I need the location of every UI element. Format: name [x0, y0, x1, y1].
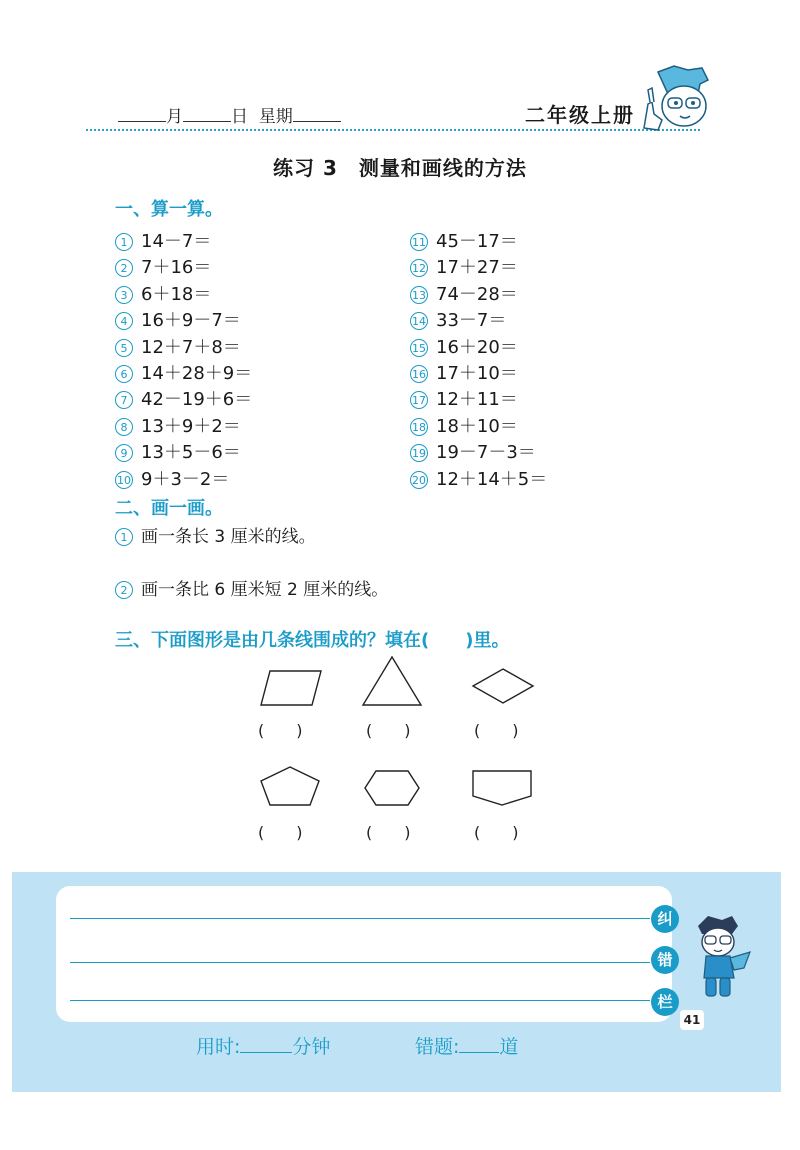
errors-label: 错题:	[415, 1036, 460, 1058]
problem-number-icon: 17	[410, 391, 428, 409]
problem-number-icon: 3	[115, 286, 133, 304]
arithmetic-problem	[115, 280, 211, 306]
correction-char-bubble: 栏	[651, 988, 679, 1016]
writing-line[interactable]	[70, 1000, 650, 1001]
month-label: 月	[166, 107, 183, 127]
error-count-field	[415, 1032, 518, 1059]
page-title: 练习 3 测量和画线的方法	[273, 156, 527, 180]
arithmetic-problem	[115, 227, 211, 253]
answer-blank[interactable]: ( )	[366, 721, 411, 740]
problem-expression[interactable]: 12＋11＝	[436, 389, 518, 411]
problem-expression[interactable]: 12＋14＋5＝	[436, 468, 548, 490]
errors-blank[interactable]	[459, 1034, 499, 1053]
problem-number-icon: 9	[115, 444, 133, 462]
problem-expression[interactable]: 74－28＝	[436, 283, 518, 305]
arithmetic-problem	[410, 359, 518, 385]
arithmetic-problem	[410, 385, 518, 411]
time-spent-field	[196, 1032, 330, 1059]
problem-expression[interactable]: 6＋18＝	[141, 283, 212, 305]
mascot-pointing-icon	[628, 64, 718, 136]
header-divider	[86, 129, 700, 131]
grade-label: 二年级上册	[525, 103, 635, 127]
answer-blank[interactable]: ( )	[258, 823, 303, 842]
item-number-icon: 2	[115, 581, 133, 599]
date-line	[118, 102, 341, 127]
writing-line[interactable]	[70, 962, 650, 963]
problem-expression[interactable]: 33－7＝	[436, 310, 507, 332]
time-unit: 分钟	[292, 1036, 331, 1058]
arithmetic-problem	[410, 253, 518, 279]
problem-number-icon: 20	[410, 471, 428, 489]
problem-number-icon: 10	[115, 471, 133, 489]
arithmetic-problem	[115, 253, 211, 279]
pentagon-house-icon	[470, 768, 534, 808]
arithmetic-problem	[410, 412, 518, 438]
mascot-flying-icon	[688, 912, 752, 1002]
answer-blank[interactable]: ( )	[474, 823, 519, 842]
arithmetic-problem	[410, 438, 536, 464]
problem-number-icon: 11	[410, 233, 428, 251]
problem-number-icon: 1	[115, 233, 133, 251]
item-number-icon: 1	[115, 528, 133, 546]
problem-expression[interactable]: 42－19＋6＝	[141, 389, 253, 411]
problem-expression[interactable]: 17＋10＝	[436, 363, 518, 384]
time-blank[interactable]	[240, 1034, 292, 1053]
correction-char-bubble: 纠	[651, 905, 679, 933]
section-heading-calculate: 一、算一算。	[115, 199, 223, 220]
problem-number-icon: 12	[410, 259, 428, 277]
problem-number-icon: 19	[410, 444, 428, 462]
problem-expression[interactable]: 12＋7＋8＝	[141, 336, 241, 358]
problem-number-icon: 7	[115, 391, 133, 409]
problem-number-icon: 18	[410, 418, 428, 436]
problem-number-icon: 16	[410, 365, 428, 383]
answer-blank[interactable]: ( )	[474, 721, 519, 740]
correction-char-bubble: 错	[651, 946, 679, 974]
problem-expression[interactable]: 13＋9＋2＝	[141, 415, 241, 437]
arithmetic-problem	[115, 465, 229, 491]
draw-item	[115, 522, 316, 547]
day-blank[interactable]	[183, 105, 231, 122]
problem-expression[interactable]: 7＋16＝	[141, 257, 212, 279]
problem-expression[interactable]: 14＋28＋9＝	[141, 363, 253, 384]
problem-expression[interactable]: 16＋9－7＝	[141, 310, 241, 332]
writing-line[interactable]	[70, 918, 650, 919]
arithmetic-problem	[410, 465, 547, 491]
parallelogram-icon	[258, 668, 324, 708]
page-number: 41	[680, 1010, 704, 1030]
answer-blank[interactable]: ( )	[258, 721, 303, 740]
arithmetic-problem	[115, 333, 241, 359]
errors-unit: 道	[499, 1036, 519, 1058]
problem-expression[interactable]: 17＋27＝	[436, 257, 518, 279]
rhombus-icon	[470, 666, 536, 706]
arithmetic-problem	[410, 227, 518, 253]
problem-expression[interactable]: 18＋10＝	[436, 415, 518, 437]
problem-number-icon: 13	[410, 286, 428, 304]
arithmetic-problem	[115, 438, 241, 464]
month-blank[interactable]	[118, 105, 166, 122]
problem-expression[interactable]: 16＋20＝	[436, 336, 518, 358]
section-heading-shapes: 三、下面图形是由几条线围成的？填在( )里。	[115, 630, 510, 651]
hexagon-icon	[362, 768, 422, 808]
problem-expression[interactable]: 45－17＝	[436, 231, 518, 252]
problem-number-icon: 2	[115, 259, 133, 277]
arithmetic-problem	[115, 412, 241, 438]
arithmetic-problem	[115, 385, 252, 411]
problem-number-icon: 5	[115, 339, 133, 357]
problem-number-icon: 4	[115, 312, 133, 330]
problem-number-icon: 15	[410, 339, 428, 357]
time-label: 用时:	[196, 1036, 241, 1058]
day-label: 日	[231, 107, 248, 127]
triangle-icon	[360, 654, 424, 708]
answer-blank[interactable]: ( )	[366, 823, 411, 842]
pentagon-icon	[258, 764, 322, 808]
draw-item-text: 画一条长 3 厘米的线。	[141, 527, 316, 547]
section-heading-draw: 二、画一画。	[115, 498, 223, 519]
weekday-label: 星期	[258, 107, 293, 127]
problem-expression[interactable]: 14－7＝	[141, 231, 212, 252]
arithmetic-problem	[410, 333, 518, 359]
problem-expression[interactable]: 9＋3－2＝	[141, 468, 230, 490]
problem-expression[interactable]: 13＋5－6＝	[141, 442, 241, 464]
correction-writing-area	[56, 886, 672, 1022]
arithmetic-problem	[115, 359, 252, 385]
arithmetic-problem	[410, 280, 518, 306]
problem-number-icon: 8	[115, 418, 133, 436]
draw-item-text: 画一条比 6 厘米短 2 厘米的线。	[141, 580, 389, 600]
problem-expression[interactable]: 19－7－3＝	[436, 442, 536, 464]
arithmetic-problem	[410, 306, 506, 332]
weekday-blank[interactable]	[293, 105, 341, 122]
problem-number-icon: 6	[115, 365, 133, 383]
arithmetic-problem	[115, 306, 241, 332]
problem-number-icon: 14	[410, 312, 428, 330]
draw-item	[115, 575, 388, 600]
